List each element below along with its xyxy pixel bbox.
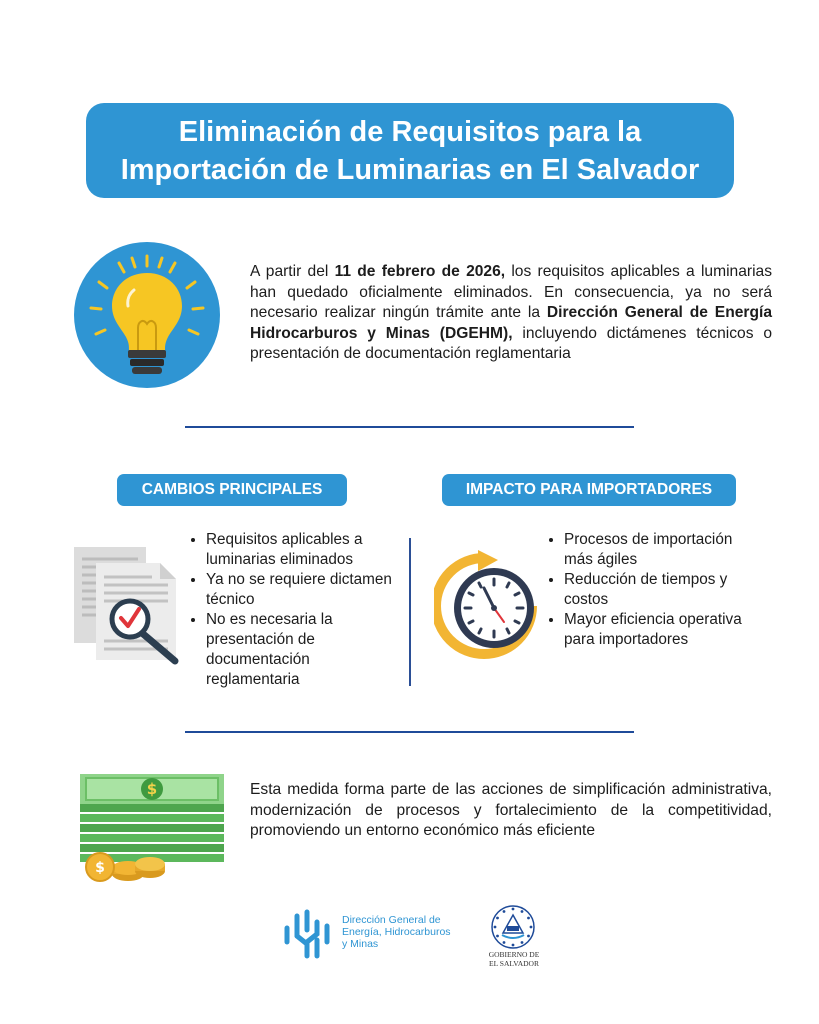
title-banner: [86, 103, 734, 198]
svg-text:$: $: [146, 780, 158, 798]
impact-heading: IMPACTO PARA IMPORTADORES: [442, 474, 736, 506]
el-salvador-seal-icon: [490, 904, 536, 950]
intro-paragraph: [250, 262, 772, 365]
divider-top: [185, 426, 634, 428]
intro-middle: los requisitos aplicables a luminarias han quedado oficialmente eliminados. En consecuencia, ya no será necesario realizar ningún trámite ante la: [250, 263, 773, 321]
changes-item-2: • Ya no se requiere dictamen técnico: [206, 570, 395, 610]
intro-suffix: incluyendo dictámenes técnicos o presentación de documentación reglamentaria: [250, 324, 772, 362]
agency-name: [342, 914, 482, 950]
impact-item-1: • Procesos de importación más ágiles: [564, 530, 748, 570]
government-name: [478, 950, 550, 968]
agency-line-3: y Minas: [342, 938, 379, 950]
svg-text:$: $: [95, 860, 105, 876]
document-search-icon: [72, 545, 184, 670]
agency-line-1: Dirección General de: [342, 914, 441, 926]
changes-list: [190, 530, 395, 690]
title-line-2: Importación de Luminarias en El Salvador: [120, 153, 700, 186]
gov-line-1: GOBIERNO DE: [488, 950, 540, 959]
impact-item-3: • Mayor eficiencia operativa para importadores: [564, 610, 748, 650]
intro-prefix: A partir del: [250, 263, 335, 280]
intro-date: 11 de febrero de 2026,: [334, 263, 506, 280]
impact-item-2: • Reducción de tiempos y costos: [564, 570, 748, 610]
dgehm-logo-icon: [282, 908, 332, 960]
clock-icon: [434, 550, 546, 665]
column-divider: [409, 538, 411, 686]
changes-item-1: • Requisitos aplicables a luminarias eliminados: [206, 530, 395, 570]
agency-line-2: Energía, Hidrocarburos: [342, 926, 451, 938]
changes-item-3: • No es necesaria la presentación de documentación reglamentaria: [206, 610, 395, 690]
money-icon: [78, 770, 226, 890]
divider-bottom: [185, 731, 634, 733]
title-line-1: Eliminación de Requisitos para la: [178, 115, 642, 148]
impact-list: [548, 530, 748, 650]
gov-line-2: EL SALVADOR: [489, 959, 539, 968]
changes-heading: CAMBIOS PRINCIPALES: [117, 474, 347, 506]
intro-agency: Dirección General de Energía Hidrocarburos y Minas (DGEHM),: [250, 304, 772, 342]
lightbulb-icon: [74, 242, 220, 388]
closing-paragraph: Esta medida forma parte de las acciones de simplificación administrativa, modernización de procesos y fortalecimiento de la competitividad, promoviendo un entorno económico más eficiente: [250, 781, 772, 839]
